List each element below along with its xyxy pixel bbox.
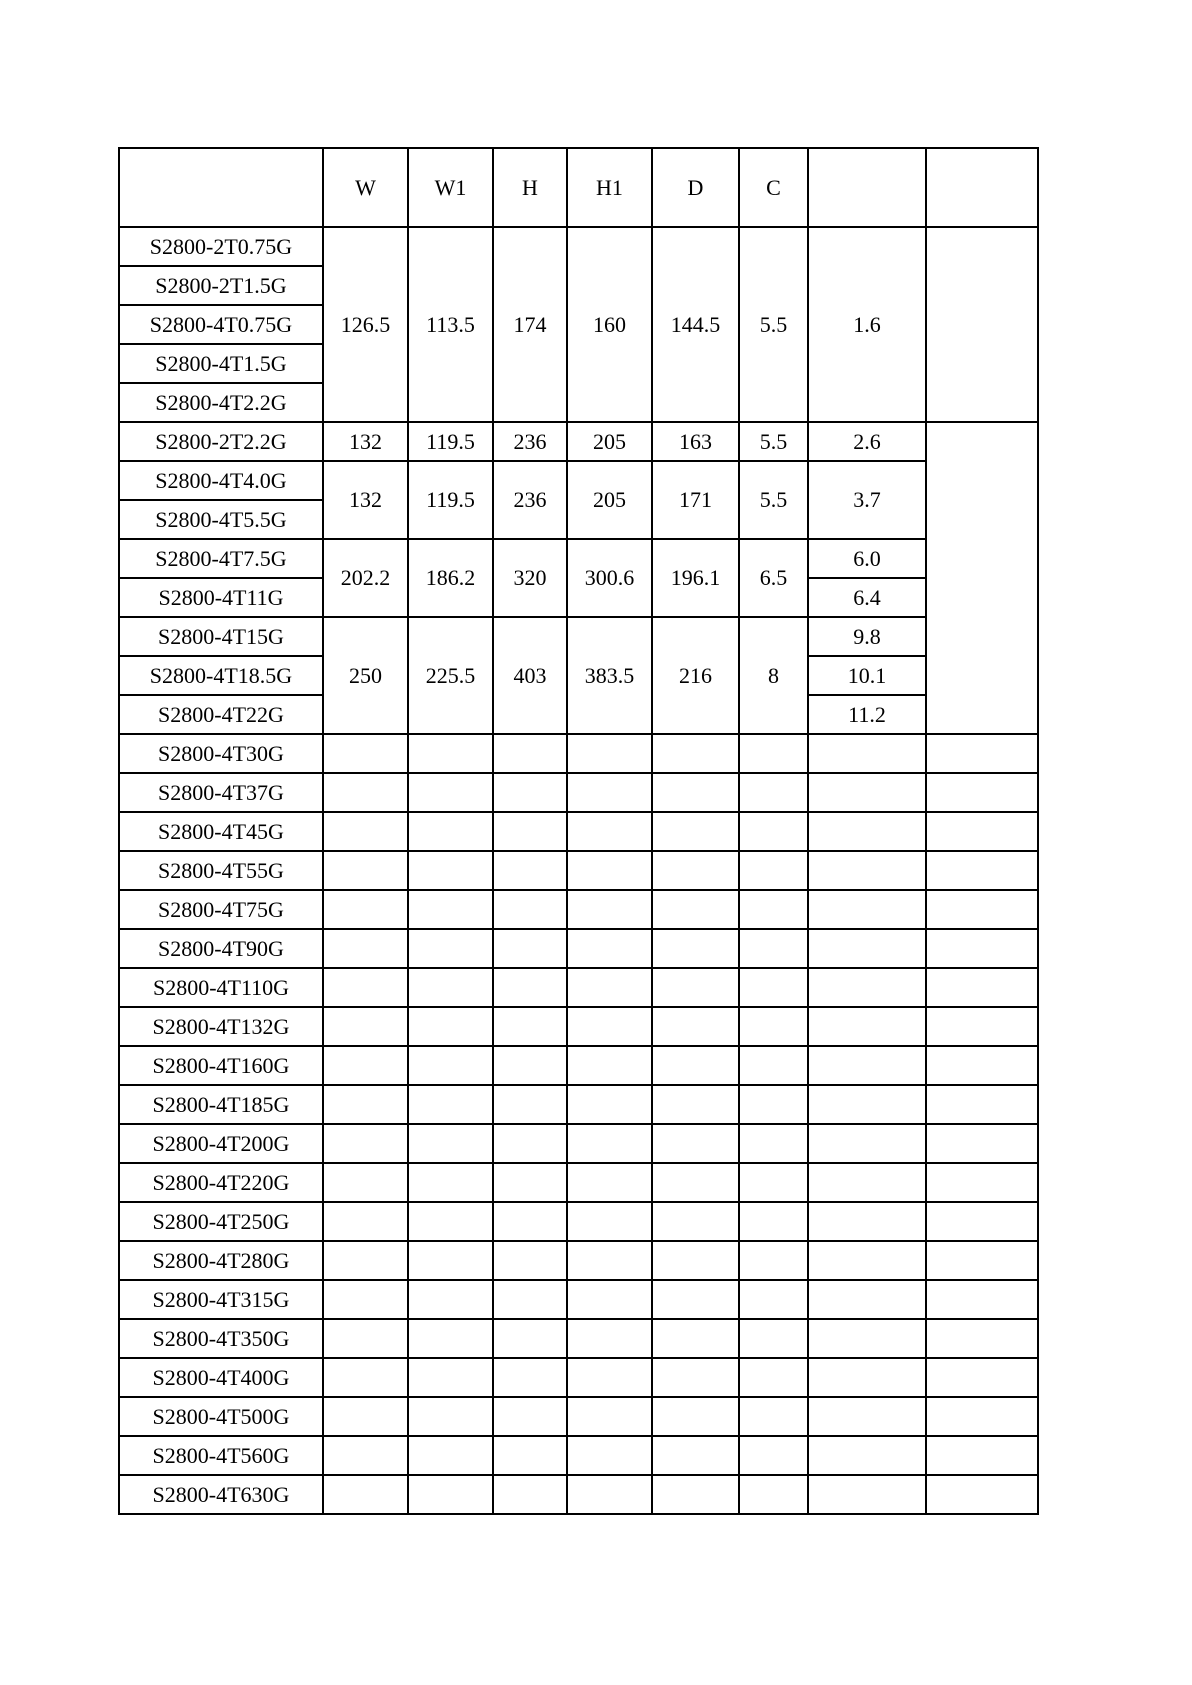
empty-cell	[739, 1280, 808, 1319]
empty-cell	[926, 1319, 1038, 1358]
model-cell: S2800-2T2.2G	[119, 422, 323, 461]
model-cell: S2800-4T110G	[119, 968, 323, 1007]
table-row	[119, 617, 1038, 656]
empty-cell	[408, 1163, 493, 1202]
h-cell: 320	[493, 539, 567, 617]
empty-cell	[739, 1241, 808, 1280]
extra-cell	[926, 422, 1038, 734]
empty-cell	[493, 1163, 567, 1202]
model-cell: S2800-4T132G	[119, 1007, 323, 1046]
weight-cell: 2.6	[808, 422, 926, 461]
table-row	[119, 1241, 1038, 1280]
table-row	[119, 422, 1038, 461]
model-cell: S2800-4T18.5G	[119, 656, 323, 695]
empty-cell	[739, 734, 808, 773]
empty-cell	[808, 1163, 926, 1202]
empty-cell	[652, 929, 739, 968]
model-cell: S2800-4T630G	[119, 1475, 323, 1514]
empty-cell	[652, 1475, 739, 1514]
empty-cell	[652, 1319, 739, 1358]
model-cell: S2800-4T30G	[119, 734, 323, 773]
empty-cell	[408, 1007, 493, 1046]
empty-cell	[652, 1202, 739, 1241]
empty-cell	[567, 968, 652, 1007]
table-row	[119, 1163, 1038, 1202]
empty-cell	[808, 812, 926, 851]
d-cell: 163	[652, 422, 739, 461]
empty-cell	[567, 1280, 652, 1319]
empty-cell	[808, 1475, 926, 1514]
w-cell: 250	[323, 617, 408, 734]
empty-cell	[808, 1319, 926, 1358]
empty-cell	[408, 890, 493, 929]
model-cell: S2800-4T75G	[119, 890, 323, 929]
empty-cell	[739, 1319, 808, 1358]
empty-cell	[323, 1397, 408, 1436]
empty-cell	[808, 851, 926, 890]
empty-cell	[926, 1163, 1038, 1202]
model-cell: S2800-4T185G	[119, 1085, 323, 1124]
empty-cell	[808, 734, 926, 773]
empty-rows	[119, 734, 1038, 1514]
empty-cell	[408, 1202, 493, 1241]
empty-cell	[926, 890, 1038, 929]
table-row	[119, 1319, 1038, 1358]
empty-cell	[926, 1202, 1038, 1241]
empty-cell	[808, 1007, 926, 1046]
empty-cell	[739, 1163, 808, 1202]
empty-cell	[408, 812, 493, 851]
w-cell: 132	[323, 422, 408, 461]
table-row	[119, 929, 1038, 968]
empty-cell	[567, 1358, 652, 1397]
empty-cell	[739, 1124, 808, 1163]
empty-cell	[408, 1241, 493, 1280]
model-cell: S2800-4T250G	[119, 1202, 323, 1241]
empty-cell	[739, 1202, 808, 1241]
d-cell: 216	[652, 617, 739, 734]
empty-cell	[567, 1163, 652, 1202]
model-cell: S2800-4T4.0G	[119, 461, 323, 500]
empty-cell	[739, 1436, 808, 1475]
table-row	[119, 1358, 1038, 1397]
weight-cell: 9.8	[808, 617, 926, 656]
model-cell: S2800-4T45G	[119, 812, 323, 851]
empty-cell	[808, 1202, 926, 1241]
empty-cell	[652, 812, 739, 851]
empty-cell	[493, 734, 567, 773]
empty-cell	[408, 1046, 493, 1085]
empty-cell	[926, 773, 1038, 812]
empty-cell	[323, 1046, 408, 1085]
table-row	[119, 968, 1038, 1007]
weight-cell: 3.7	[808, 461, 926, 539]
empty-cell	[652, 1046, 739, 1085]
empty-cell	[323, 968, 408, 1007]
table-row	[119, 773, 1038, 812]
h1-cell: 383.5	[567, 617, 652, 734]
header-c: C	[739, 148, 808, 227]
empty-cell	[493, 1007, 567, 1046]
header-extra	[926, 148, 1038, 227]
empty-cell	[739, 1397, 808, 1436]
model-cell: S2800-4T500G	[119, 1397, 323, 1436]
table-row	[119, 1124, 1038, 1163]
empty-cell	[408, 1124, 493, 1163]
c-cell: 5.5	[739, 422, 808, 461]
empty-cell	[493, 1280, 567, 1319]
empty-cell	[808, 1124, 926, 1163]
empty-cell	[808, 1397, 926, 1436]
empty-cell	[493, 1124, 567, 1163]
empty-cell	[567, 773, 652, 812]
header-h: H	[493, 148, 567, 227]
table-row	[119, 734, 1038, 773]
empty-cell	[652, 734, 739, 773]
empty-cell	[408, 929, 493, 968]
empty-cell	[739, 929, 808, 968]
weight-cell: 11.2	[808, 695, 926, 734]
empty-cell	[323, 1007, 408, 1046]
c-cell: 5.5	[739, 227, 808, 422]
empty-cell	[493, 1046, 567, 1085]
w1-cell: 186.2	[408, 539, 493, 617]
w-cell: 126.5	[323, 227, 408, 422]
empty-cell	[926, 1436, 1038, 1475]
empty-cell	[493, 812, 567, 851]
empty-cell	[567, 1397, 652, 1436]
header-weight	[808, 148, 926, 227]
empty-cell	[567, 1202, 652, 1241]
empty-cell	[323, 1163, 408, 1202]
empty-cell	[652, 1280, 739, 1319]
empty-cell	[323, 734, 408, 773]
empty-cell	[408, 968, 493, 1007]
empty-cell	[926, 1085, 1038, 1124]
c-cell: 8	[739, 617, 808, 734]
h1-cell: 160	[567, 227, 652, 422]
empty-cell	[926, 1397, 1038, 1436]
empty-cell	[808, 773, 926, 812]
empty-cell	[408, 1085, 493, 1124]
table-row	[119, 1202, 1038, 1241]
model-cell: S2800-4T2.2G	[119, 383, 323, 422]
d-cell: 144.5	[652, 227, 739, 422]
model-cell: S2800-4T0.75G	[119, 305, 323, 344]
empty-cell	[652, 851, 739, 890]
empty-cell	[408, 1475, 493, 1514]
extra-cell	[926, 227, 1038, 422]
empty-cell	[652, 1241, 739, 1280]
empty-cell	[493, 1085, 567, 1124]
empty-cell	[926, 1358, 1038, 1397]
empty-cell	[739, 812, 808, 851]
empty-cell	[493, 929, 567, 968]
empty-cell	[739, 1085, 808, 1124]
empty-cell	[926, 734, 1038, 773]
empty-cell	[323, 1085, 408, 1124]
empty-cell	[567, 1319, 652, 1358]
table-row	[119, 890, 1038, 929]
d-cell: 171	[652, 461, 739, 539]
empty-cell	[808, 1358, 926, 1397]
empty-cell	[408, 1319, 493, 1358]
empty-cell	[493, 1397, 567, 1436]
h1-cell: 205	[567, 422, 652, 461]
model-cell: S2800-4T90G	[119, 929, 323, 968]
table-row	[119, 1007, 1038, 1046]
empty-cell	[567, 1124, 652, 1163]
empty-cell	[808, 929, 926, 968]
empty-cell	[323, 1280, 408, 1319]
empty-cell	[408, 734, 493, 773]
empty-cell	[652, 1163, 739, 1202]
model-cell: S2800-2T0.75G	[119, 227, 323, 266]
model-cell: S2800-4T200G	[119, 1124, 323, 1163]
h-cell: 174	[493, 227, 567, 422]
empty-cell	[739, 1007, 808, 1046]
weight-cell: 10.1	[808, 656, 926, 695]
model-cell: S2800-4T37G	[119, 773, 323, 812]
empty-cell	[739, 1046, 808, 1085]
h-cell: 403	[493, 617, 567, 734]
model-cell: S2800-4T350G	[119, 1319, 323, 1358]
empty-cell	[493, 968, 567, 1007]
empty-cell	[493, 851, 567, 890]
empty-cell	[408, 1280, 493, 1319]
empty-cell	[493, 1475, 567, 1514]
empty-cell	[808, 968, 926, 1007]
empty-cell	[739, 1475, 808, 1514]
empty-cell	[408, 1436, 493, 1475]
model-cell: S2800-4T5.5G	[119, 500, 323, 539]
model-cell: S2800-4T22G	[119, 695, 323, 734]
model-cell: S2800-4T11G	[119, 578, 323, 617]
weight-cell: 6.4	[808, 578, 926, 617]
model-cell: S2800-4T7.5G	[119, 539, 323, 578]
empty-cell	[652, 890, 739, 929]
table-row	[119, 1475, 1038, 1514]
c-cell: 5.5	[739, 461, 808, 539]
empty-cell	[493, 1241, 567, 1280]
h1-cell: 205	[567, 461, 652, 539]
model-cell: S2800-2T1.5G	[119, 266, 323, 305]
model-cell: S2800-4T1.5G	[119, 344, 323, 383]
h1-cell: 300.6	[567, 539, 652, 617]
header-d: D	[652, 148, 739, 227]
table-row	[119, 461, 1038, 500]
weight-cell: 6.0	[808, 539, 926, 578]
model-cell: S2800-4T560G	[119, 1436, 323, 1475]
c-cell: 6.5	[739, 539, 808, 617]
empty-cell	[652, 1085, 739, 1124]
table-row	[119, 1046, 1038, 1085]
dimensions-table	[118, 147, 1039, 1515]
empty-cell	[926, 929, 1038, 968]
empty-cell	[926, 1241, 1038, 1280]
empty-cell	[493, 1358, 567, 1397]
table-row	[119, 539, 1038, 578]
empty-cell	[493, 773, 567, 812]
model-cell: S2800-4T160G	[119, 1046, 323, 1085]
empty-cell	[739, 773, 808, 812]
header-h1: H1	[567, 148, 652, 227]
empty-cell	[808, 1436, 926, 1475]
empty-cell	[408, 851, 493, 890]
empty-cell	[493, 1436, 567, 1475]
empty-cell	[567, 1475, 652, 1514]
h-cell: 236	[493, 461, 567, 539]
model-cell: S2800-4T400G	[119, 1358, 323, 1397]
header-w1: W1	[408, 148, 493, 227]
table-row	[119, 851, 1038, 890]
empty-cell	[652, 1436, 739, 1475]
w1-cell: 119.5	[408, 461, 493, 539]
header-model	[119, 148, 323, 227]
weight-cell: 1.6	[808, 227, 926, 422]
model-cell: S2800-4T15G	[119, 617, 323, 656]
empty-cell	[739, 1358, 808, 1397]
empty-cell	[926, 1046, 1038, 1085]
empty-cell	[323, 1124, 408, 1163]
empty-cell	[323, 851, 408, 890]
empty-cell	[926, 968, 1038, 1007]
w-cell: 132	[323, 461, 408, 539]
empty-cell	[808, 890, 926, 929]
model-cell: S2800-4T280G	[119, 1241, 323, 1280]
table-row	[119, 1397, 1038, 1436]
empty-cell	[652, 1124, 739, 1163]
empty-cell	[808, 1241, 926, 1280]
table-row	[119, 227, 1038, 266]
empty-cell	[926, 1124, 1038, 1163]
empty-cell	[567, 812, 652, 851]
table-row	[119, 1085, 1038, 1124]
empty-cell	[808, 1280, 926, 1319]
empty-cell	[926, 812, 1038, 851]
empty-cell	[323, 1319, 408, 1358]
empty-cell	[408, 1397, 493, 1436]
empty-cell	[739, 890, 808, 929]
w-cell: 202.2	[323, 539, 408, 617]
empty-cell	[652, 968, 739, 1007]
empty-cell	[739, 851, 808, 890]
empty-cell	[926, 851, 1038, 890]
model-cell: S2800-4T55G	[119, 851, 323, 890]
empty-cell	[323, 890, 408, 929]
empty-cell	[652, 1358, 739, 1397]
empty-cell	[493, 1202, 567, 1241]
empty-cell	[323, 1358, 408, 1397]
empty-cell	[652, 773, 739, 812]
header-row	[119, 148, 1038, 227]
empty-cell	[652, 1007, 739, 1046]
empty-cell	[323, 929, 408, 968]
empty-cell	[567, 890, 652, 929]
empty-cell	[323, 812, 408, 851]
empty-cell	[493, 1319, 567, 1358]
w1-cell: 225.5	[408, 617, 493, 734]
empty-cell	[739, 968, 808, 1007]
empty-cell	[926, 1280, 1038, 1319]
empty-cell	[808, 1046, 926, 1085]
empty-cell	[926, 1475, 1038, 1514]
h-cell: 236	[493, 422, 567, 461]
w1-cell: 113.5	[408, 227, 493, 422]
w1-cell: 119.5	[408, 422, 493, 461]
empty-cell	[567, 1046, 652, 1085]
table-row	[119, 1436, 1038, 1475]
empty-cell	[926, 1007, 1038, 1046]
empty-cell	[323, 773, 408, 812]
empty-cell	[567, 1007, 652, 1046]
empty-cell	[567, 851, 652, 890]
d-cell: 196.1	[652, 539, 739, 617]
empty-cell	[323, 1241, 408, 1280]
empty-cell	[567, 1436, 652, 1475]
empty-cell	[323, 1436, 408, 1475]
empty-cell	[493, 890, 567, 929]
table-row	[119, 1280, 1038, 1319]
empty-cell	[567, 734, 652, 773]
empty-cell	[408, 1358, 493, 1397]
empty-cell	[652, 1397, 739, 1436]
empty-cell	[323, 1202, 408, 1241]
model-cell: S2800-4T220G	[119, 1163, 323, 1202]
model-cell: S2800-4T315G	[119, 1280, 323, 1319]
empty-cell	[323, 1475, 408, 1514]
empty-cell	[567, 929, 652, 968]
empty-cell	[567, 1241, 652, 1280]
empty-cell	[808, 1085, 926, 1124]
empty-cell	[567, 1085, 652, 1124]
table-row	[119, 812, 1038, 851]
header-w: W	[323, 148, 408, 227]
empty-cell	[408, 773, 493, 812]
